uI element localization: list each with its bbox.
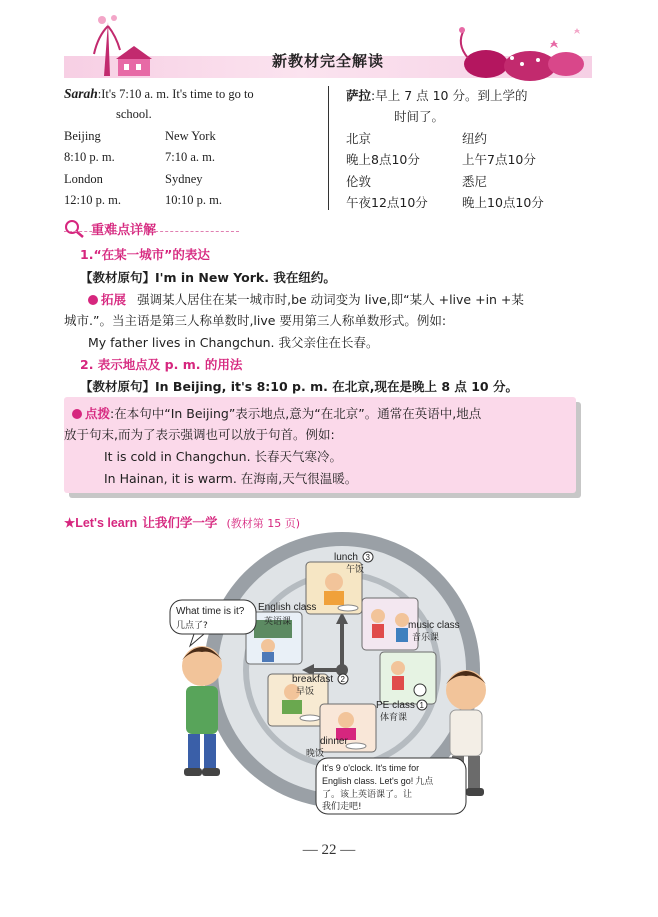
city-time-table: [64, 86, 592, 214]
extend-text-1: 强调某人居住在某一城市时,be 动词变为 live,即“某人 +live +in +某: [137, 292, 524, 307]
time-sydney-zh: 晚上10点10分: [462, 195, 544, 210]
scene-pe-class: [380, 652, 436, 704]
tip-example-1: It is cold in Changchun. 长春天气寒冷。: [104, 449, 343, 464]
lets-learn-title-en: Let's learn: [75, 516, 138, 530]
tip-example-2: In Hainan, it is warm. 在海南,天气很温暖。: [104, 471, 358, 486]
extend-line-1: [88, 289, 524, 308]
dialogue-text-zh-2: 时间了。: [394, 109, 445, 124]
bubble-right-zh-1: 九点: [415, 777, 434, 787]
tip-box: [64, 397, 576, 493]
bubble-right-en-2: [322, 775, 434, 787]
section-title: 重难点详解: [91, 223, 157, 238]
city-sydney-zh: 悉尼: [462, 174, 488, 189]
label-pe-en: PE class: [376, 700, 415, 711]
header-title: 新教材完全解读: [271, 52, 384, 70]
tip-text-1: :在本句中“In Beijing”表示地点,意为“在北京”。通常在英语中,地点: [110, 406, 482, 421]
dialogue-text-zh-1: :早上 7 点 10 分。到上学的: [371, 88, 528, 103]
source-text: I'm in New York. 我在纽约。: [155, 270, 336, 285]
extend-example: My father lives in Changchun. 我父亲住在长春。: [88, 335, 379, 350]
time-newyork-en: 7:10 a. m.: [165, 150, 215, 164]
point2-title: 2. 表示地点及 p. m. 的用法: [80, 357, 243, 372]
page-number: — 22 —: [302, 842, 356, 858]
clock-schedule-illustration: [150, 528, 510, 828]
tip-text-2: 放于句末,而为了表示强调也可以放于句首。例如:: [64, 427, 335, 442]
source-label: 【教材原句】: [80, 379, 156, 394]
city-sydney-en: Sydney: [165, 172, 203, 186]
label-english-en: English class: [258, 602, 317, 613]
tip-line-1: [72, 403, 481, 422]
city-beijing-en: Beijing: [64, 129, 101, 143]
extend-label: 拓展: [101, 292, 127, 307]
label-music-zh: 音乐课: [412, 633, 440, 643]
bubble-right-en-1: It's 9 o'clock. It's time for: [322, 763, 420, 773]
label-lunch-num: 3: [365, 553, 370, 562]
time-newyork-zh: 上午7点10分: [462, 152, 536, 167]
city-london-en: London: [64, 172, 103, 186]
label-english-zh: 英语课: [264, 617, 292, 627]
dialogue-text-en-2: school.: [116, 107, 152, 121]
time-london-zh: 午夜12点10分: [346, 195, 428, 210]
bullet-icon: [88, 295, 98, 305]
dialogue-line-en: [64, 86, 254, 102]
column-divider: [328, 86, 329, 210]
city-beijing-zh: 北京: [346, 131, 372, 146]
time-london-en: 12:10 p. m.: [64, 193, 121, 207]
bubble-left-zh: 几点了?: [176, 621, 208, 631]
label-pe-num: 1: [419, 701, 424, 710]
source-label: 【教材原句】: [80, 270, 156, 285]
header-decoration-flower-icon: [438, 24, 588, 82]
label-lunch-en: lunch: [334, 552, 358, 563]
time-sydney-en: 10:10 p. m.: [165, 193, 222, 207]
page-reference: (教材第 15 页): [226, 517, 301, 530]
time-beijing-en: 8:10 p. m.: [64, 150, 115, 164]
dialogue-line-zh: [346, 86, 527, 104]
magnifier-icon: [64, 219, 86, 239]
label-dinner-zh: 晚饭: [306, 749, 325, 759]
speaker-name-zh: 萨拉: [346, 88, 372, 103]
point2-source: [80, 376, 518, 395]
bubble-right-zh-2: 了。该上英语课了。让: [322, 790, 413, 800]
city-london-zh: 伦敦: [346, 174, 372, 189]
label-dinner-en: dinner: [320, 736, 348, 747]
label-breakfast-zh: 早饭: [296, 687, 315, 697]
time-beijing-zh: 晚上8点10分: [346, 152, 420, 167]
page-header: [64, 14, 592, 84]
tip-label: 点拨: [85, 406, 111, 421]
source-text: In Beijing, it's 8:10 p. m. 在北京,现在是晚上 8 点 10 分。: [155, 379, 518, 394]
speaker-name-en: Sarah: [64, 86, 98, 101]
point1-source: [80, 267, 336, 286]
dialogue-text-en-1: :It's 7:10 a. m. It's time to go to: [97, 87, 254, 101]
city-newyork-en: New York: [165, 129, 216, 143]
bubble-left-en: What time is it?: [176, 606, 245, 617]
label-breakfast-num: 2: [340, 675, 345, 684]
section-underline: [64, 231, 239, 232]
lets-learn-title-zh: 让我们学一学: [142, 515, 218, 530]
label-breakfast-en: breakfast: [292, 674, 334, 685]
bullet-icon: [72, 409, 82, 419]
bubble-right-zh-3: 我们走吧!: [322, 802, 362, 812]
label-music-en: music class: [408, 620, 460, 631]
label-pe-zh: 体育课: [380, 713, 408, 723]
boy-left: [182, 646, 222, 776]
star-icon: ★: [64, 516, 76, 530]
key-points-heading: [64, 219, 156, 239]
extend-text-2: 城市.”。当主语是第三人称单数时,live 要用第三人称单数形式。例如:: [64, 313, 447, 328]
point1-title: 1.“在某一城市”的表达: [80, 247, 210, 262]
speech-bubble-right: [316, 758, 466, 814]
bubble-right-en-2-text: English class. Let's go!: [322, 776, 414, 786]
label-lunch-zh: 午饭: [346, 565, 365, 575]
city-newyork-zh: 纽约: [462, 131, 488, 146]
